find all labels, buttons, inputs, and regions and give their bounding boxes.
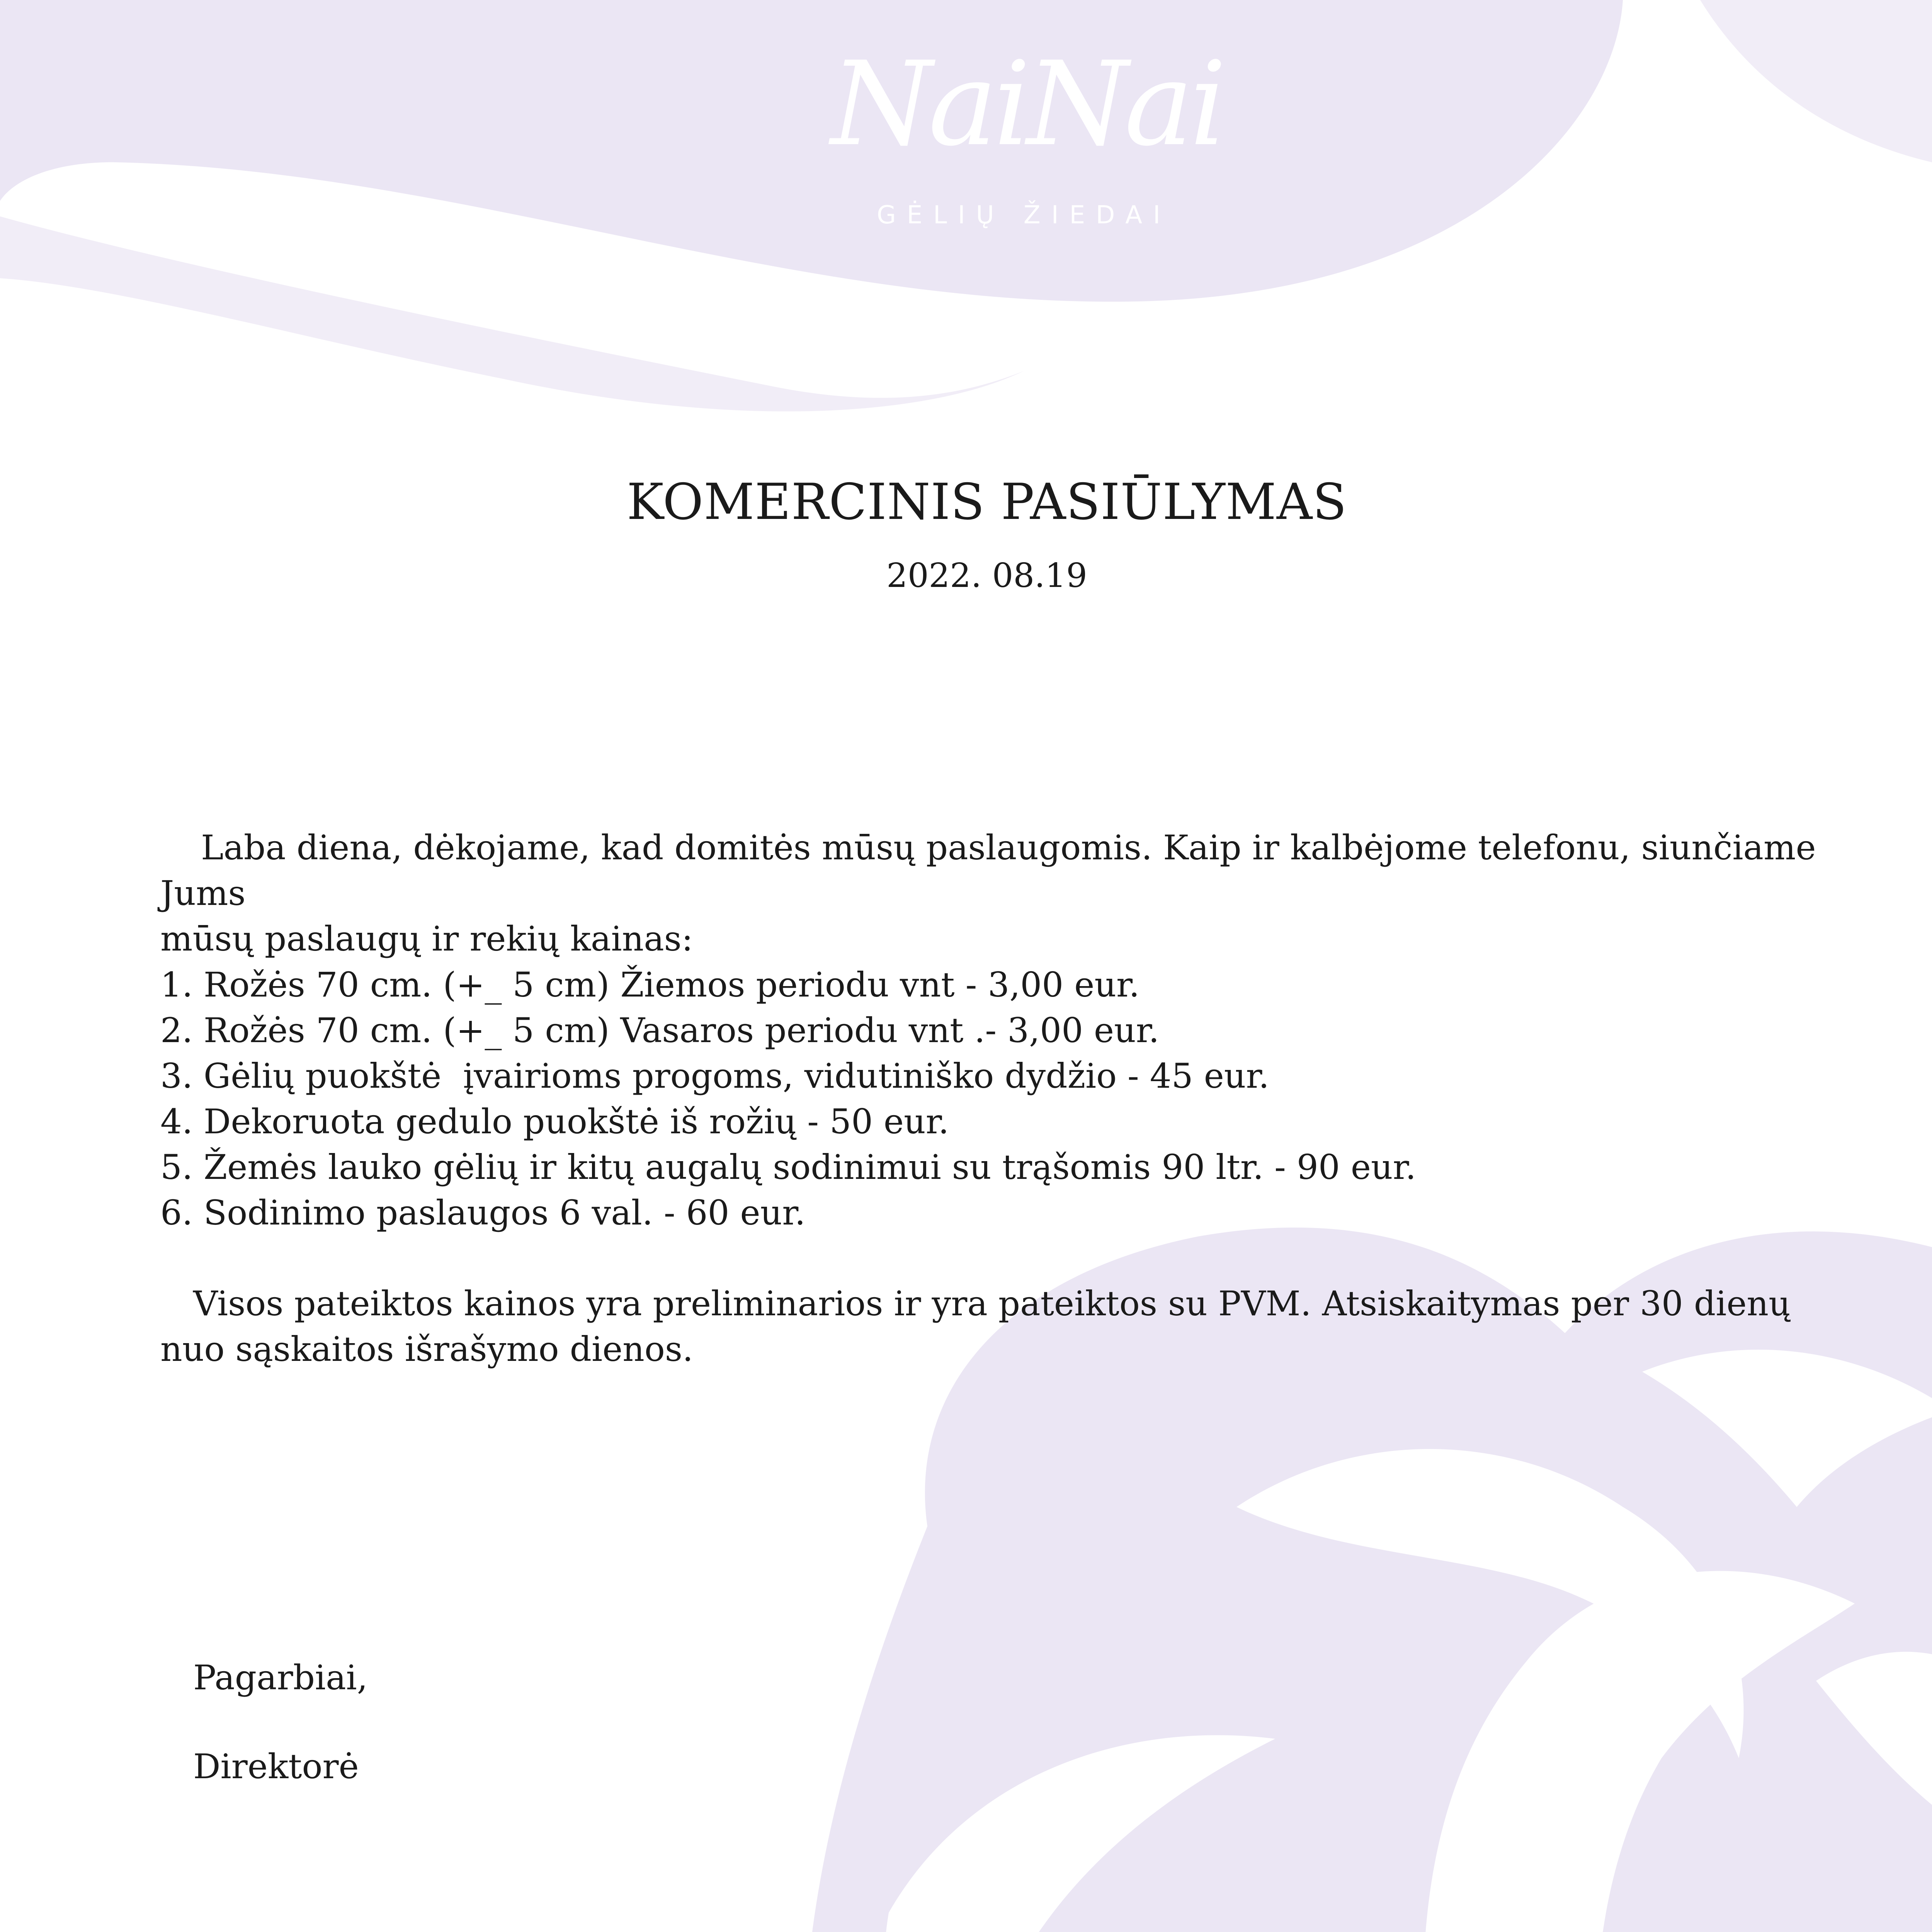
- brand-logo: [831, 37, 1223, 247]
- top-swoosh: [0, 0, 1623, 302]
- logo-wordmark: NaiNai: [831, 37, 1223, 172]
- intro-paragraph: [160, 825, 1822, 962]
- price-item: 6. Sodinimo paslaugos 6 val. - 60 eur.: [160, 1193, 806, 1233]
- intro-line-2: mūsų paslaugų ir rekių kainas:: [160, 919, 693, 959]
- price-item: 4. Dekoruota gedulo puokštė iš rožių - 50 eur.: [160, 1102, 949, 1141]
- price-item: 3. Gėlių puokštė įvairioms progoms, vidutiniško dydžio - 45 eur.: [160, 1056, 1269, 1096]
- document-date: 2022. 08.19: [886, 556, 1087, 595]
- signatory-role: Direktorė: [193, 1747, 359, 1786]
- terms-paragraph: [160, 1281, 1822, 1372]
- intro-line-1: Laba diena, dėkojame, kad domitės mūsų paslaugomis. Kaip ir kalbėjome telefonu, siunčiame Jums: [160, 828, 1816, 913]
- price-item: 2. Rožės 70 cm. (+_ 5 cm) Vasaros periodu vnt .- 3,00 eur.: [160, 1010, 1160, 1050]
- closing-regards: Pagarbiai,: [193, 1658, 368, 1697]
- logo-tagline: GĖLIŲ ŽIEDAI: [877, 201, 1171, 230]
- page-title: KOMERCINIS PASIŪLYMAS: [627, 473, 1347, 531]
- price-list: [160, 962, 1822, 1236]
- top-right-corner: [1700, 0, 1932, 170]
- price-item: 1. Rožės 70 cm. (+_ 5 cm) Žiemos periodu vnt - 3,00 eur.: [160, 965, 1140, 1005]
- price-item: 5. Žemės lauko gėlių ir kitų augalų sodinimui su trąšomis 90 ltr. - 90 eur.: [160, 1147, 1416, 1187]
- terms-line-1: Visos pateiktos kainos yra preliminarios ir yra pateiktos su PVM. Atsiskaitymas per 30 dienų: [193, 1284, 1791, 1323]
- terms-line-2: nuo sąskaitos išrašymo dienos.: [160, 1329, 693, 1369]
